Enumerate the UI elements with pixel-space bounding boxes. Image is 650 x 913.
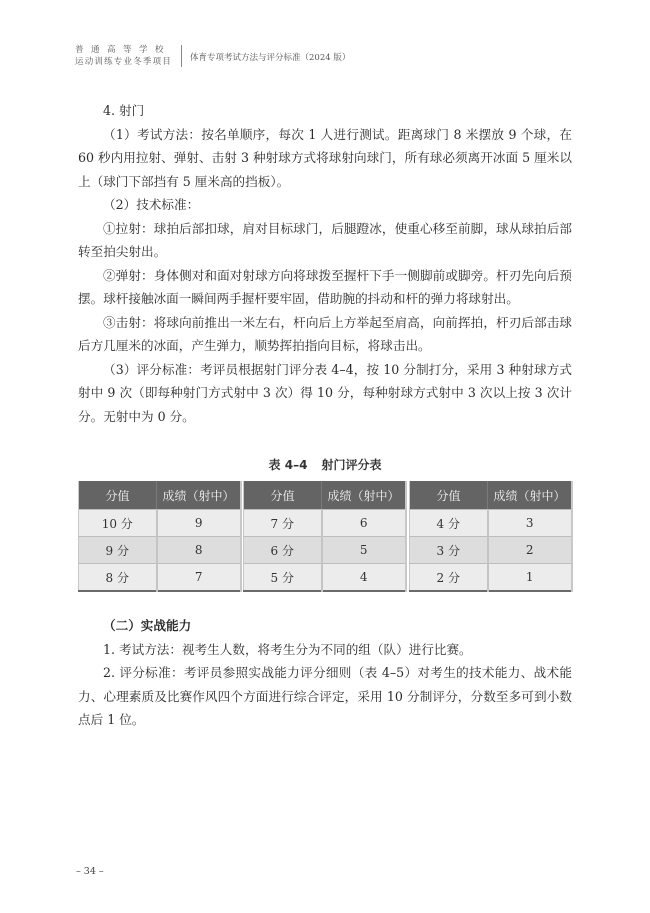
table-row (79, 537, 242, 564)
table-number: 表 4–4 (268, 458, 308, 472)
paragraph-scoring: （3）评分标准：考评员根据射门评分表 4–4，按 10 分制打分，采用 3 种射球方式射中 9 次（即每种射门方式射中 3 次）得 10 分，每种射球方式射中 3 次以上按 3 次计分。无射中为 0 分。 (78, 361, 572, 424)
col-header-result: 成绩（射中） (322, 481, 407, 510)
cell-score: 10 分 (79, 510, 157, 537)
table-row (410, 564, 573, 592)
header-school: 普通高等学校 (75, 45, 172, 55)
cell-score: 7 分 (244, 510, 322, 537)
cell-score: 9 分 (79, 537, 157, 564)
col-header-score: 分值 (244, 481, 322, 510)
running-header-left (75, 44, 175, 68)
paragraph-tech-standard: （2）技术标准： (103, 197, 200, 212)
page-number: – 34 – (76, 866, 104, 877)
col-header-result: 成绩（射中） (157, 481, 242, 510)
section-match-ability (78, 614, 572, 732)
paragraph-wrist-shot: ①拉射：球拍后部扣球，肩对目标球门，后腿蹬冰，使重心移至前脚，球从球拍后部转至拍尖射出。 (78, 220, 572, 259)
score-table-group-3 (409, 481, 573, 592)
table-row (79, 510, 242, 537)
cell-score: 8 分 (79, 564, 157, 592)
cell-result: 6 (322, 510, 407, 537)
cell-result: 4 (322, 564, 407, 592)
cell-score: 4 分 (410, 510, 488, 537)
table-row (244, 510, 407, 537)
score-table-group-2 (243, 481, 407, 592)
col-header-score: 分值 (79, 481, 157, 510)
table-caption (0, 456, 650, 473)
cell-result: 3 (488, 510, 573, 537)
paragraph-slap-shot: ③击射：将球向前推出一米左右，杆向后上方举起至肩高，向前挥拍，杆刃后部击球后方几厘米的冰面，产生弹力，顺势挥拍指向目标，将球击出。 (78, 314, 572, 353)
cell-score: 6 分 (244, 537, 322, 564)
table-row (410, 537, 573, 564)
section-shooting (78, 99, 572, 428)
paragraph-test-method: （1）考试方法：按名单顺序，每次 1 人进行测试。距离球门 8 米摆放 9 个球，在 60 秒内用拉射、弹射、击射 3 种射球方式将球射向球门，所有球必须离开冰面 5 厘米以上（球门下部挡有 5 厘米高的挡板）。 (78, 126, 572, 189)
header-divider (181, 45, 182, 67)
table-row (244, 564, 407, 592)
cell-result: 8 (157, 537, 242, 564)
section-title: 4. 射门 (103, 103, 145, 118)
table-row (79, 564, 242, 592)
cell-result: 7 (157, 564, 242, 592)
paragraph-match-method: 1. 考试方法：视考生人数，将考生分为不同的组（队）进行比赛。 (103, 641, 472, 657)
col-header-result: 成绩（射中） (488, 481, 573, 510)
paragraph-match-scoring: 2. 评分标准：考评员参照实战能力评分细则（表 4–5）对考生的技术能力、战术能力、心理素质及比赛作风四个方面进行综合评定，采用 10 分制评分，分数至多可到小数点后 1 位。 (78, 665, 572, 727)
cell-result: 2 (488, 537, 573, 564)
cell-result: 5 (322, 537, 407, 564)
col-header-score: 分值 (410, 481, 488, 510)
score-table-group-1 (78, 481, 242, 592)
cell-score: 3 分 (410, 537, 488, 564)
header-program: 运动训练专业冬季项目 (75, 57, 173, 67)
section2-title: （二）实战能力 (103, 618, 192, 633)
header-book-title: 体育专项考试方法与评分标准（2024 版） (190, 53, 351, 63)
table-row (410, 510, 573, 537)
cell-result: 1 (488, 564, 573, 592)
cell-score: 2 分 (410, 564, 488, 592)
paragraph-snap-shot: ②弹射：身体侧对和面对射球方向将球拨至握杆下手一侧脚前或脚旁。杆刃先向后预摆。球杆接触冰面一瞬间两手握杆要牢固，借助腕的抖动和杆的弹力将球射出。 (78, 267, 572, 306)
cell-result: 9 (157, 510, 242, 537)
cell-score: 5 分 (244, 564, 322, 592)
table-row (244, 537, 407, 564)
table-title: 射门评分表 (321, 458, 382, 472)
